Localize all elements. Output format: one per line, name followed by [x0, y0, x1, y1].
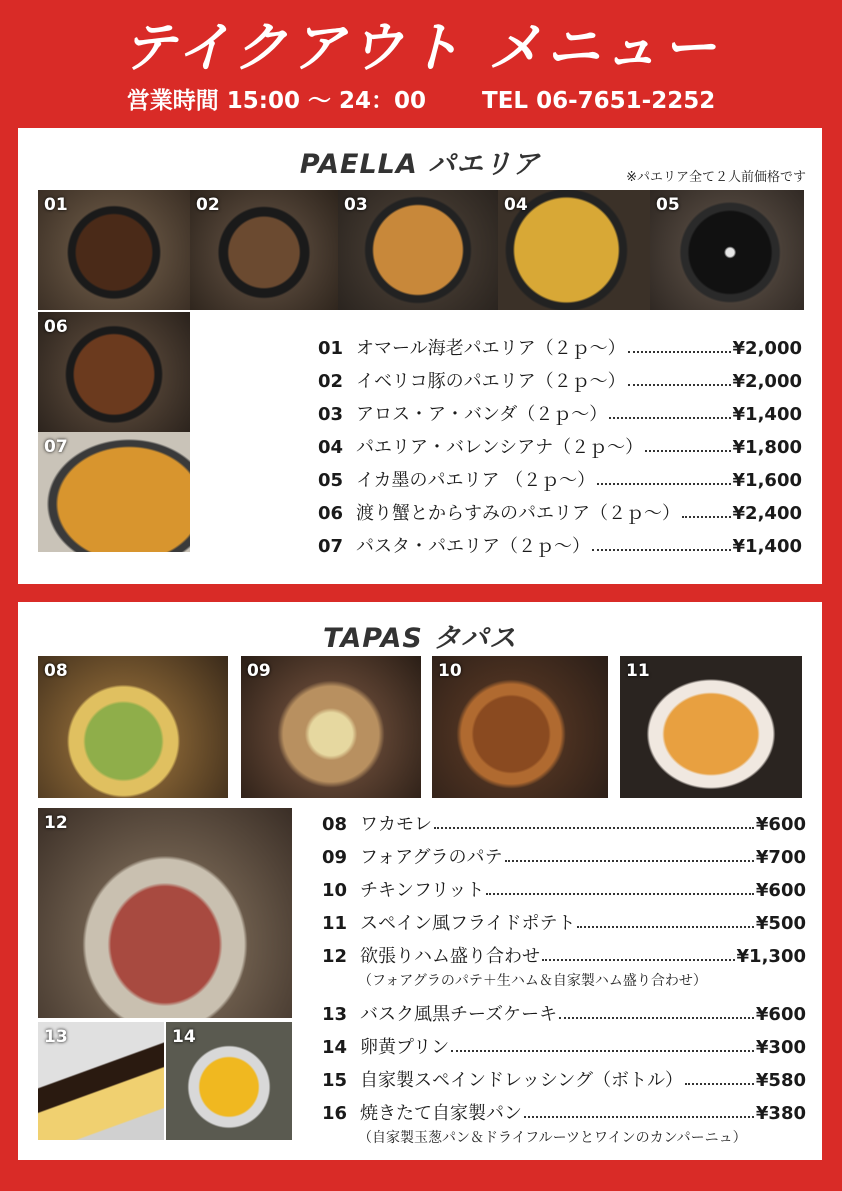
paella-note: ※パエリア全て２人前価格です: [626, 170, 806, 185]
tapas-item-08: 08 ワカモレ ¥600: [322, 814, 806, 835]
business-hours: 営業時間 15:00 〜 24：00: [126, 88, 427, 114]
tapas-item-13: 13 バスク風黒チーズケーキ ¥600: [322, 1004, 806, 1025]
paella-item-03: 03 アロス・ア・バンダ（２ｐ〜） ¥1,400: [318, 404, 802, 425]
tapas-photo-09: 09: [241, 656, 421, 798]
header-info: [0, 86, 842, 116]
paella-photo-01: 01: [38, 190, 190, 310]
paella-item-02: 02 イベリコ豚のパエリア（２ｐ〜） ¥2,000: [318, 371, 802, 392]
paella-item-05: 05 イカ墨のパエリア （２ｐ〜） ¥1,600: [318, 470, 802, 491]
tapas-item-10: 10 チキンフリット ¥600: [322, 880, 806, 901]
tapas-item-15: 15 自家製スペインドレッシング（ボトル） ¥580: [322, 1070, 806, 1091]
paella-photo-05: 05: [650, 190, 804, 310]
paella-photo-03: 03: [338, 190, 498, 310]
paella-title: PAELLA パエリア: [299, 149, 541, 180]
paella-photo-04: 04: [498, 190, 650, 310]
paella-item-04: 04 パエリア・バレンシアナ（２ｐ〜） ¥1,800: [318, 437, 802, 458]
paella-photo-06: 06: [38, 312, 190, 432]
paella-item-01: 01 オマール海老パエリア（２ｐ〜） ¥2,000: [318, 338, 802, 359]
telephone: TEL 06-7651-2252: [482, 88, 716, 114]
tapas-item-11: 11 スペイン風フライドポテト ¥500: [322, 913, 806, 934]
tapas-item-12: 12 欲張りハム盛り合わせ ¥1,300: [322, 946, 806, 967]
tapas-photo-13: 13: [38, 1022, 164, 1140]
tapas-item-16-note: （自家製玉葱パン＆ドライフルーツとワインのカンパーニュ）: [358, 1130, 747, 1146]
tapas-photo-08: 08: [38, 656, 228, 798]
paella-item-06: 06 渡り蟹とからすみのパエリア（２ｐ〜） ¥2,400: [318, 503, 802, 524]
tapas-photo-14: 14: [166, 1022, 292, 1140]
tapas-photo-10: 10: [432, 656, 608, 798]
tapas-photo-12: 12: [38, 808, 292, 1018]
tapas-item-16: 16 焼きたて自家製パン ¥380: [322, 1103, 806, 1124]
tapas-item-14: 14 卵黄プリン ¥300: [322, 1037, 806, 1058]
tapas-item-12-note: （フォアグラのパテ＋生ハム＆自家製ハム盛り合わせ）: [358, 973, 707, 989]
tapas-title: TAPAS タパス: [323, 623, 517, 654]
menu-title: テイクアウト メニュー: [122, 16, 720, 79]
tapas-section: [18, 602, 822, 1160]
paella-section: [18, 128, 822, 584]
tapas-item-09: 09 フォアグラのパテ ¥700: [322, 847, 806, 868]
paella-photo-02: 02: [190, 190, 338, 310]
paella-item-07: 07 パスタ・パエリア（２ｐ〜） ¥1,400: [318, 536, 802, 557]
paella-photo-07: 07: [38, 432, 190, 552]
tapas-photo-11: 11: [620, 656, 802, 798]
